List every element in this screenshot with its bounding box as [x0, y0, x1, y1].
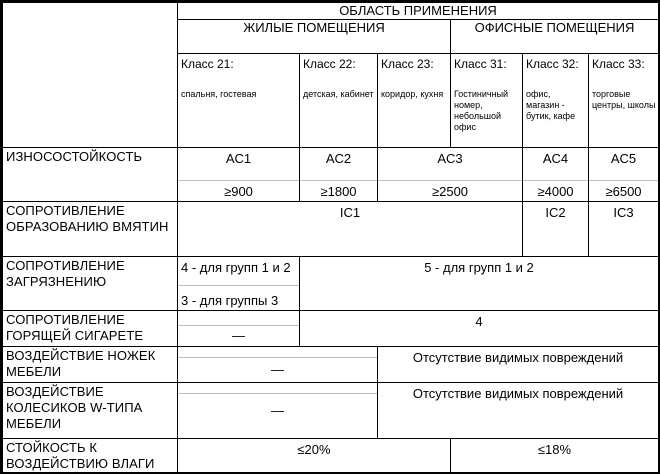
cigarette-rest: 4	[300, 311, 659, 347]
sub-divider	[178, 180, 299, 181]
stain-rest: 5 - для групп 1 и 2	[300, 257, 659, 311]
castors-low: —	[271, 403, 284, 418]
office-header	[451, 20, 659, 54]
furniture-legs-rest: Отсутствие видимых повреждений	[378, 347, 659, 383]
wear-ac3-cell	[378, 148, 523, 202]
class-31-desc: Гостиничный номер, небольшой офис	[454, 89, 509, 132]
sub-divider	[378, 180, 522, 181]
class-22-desc: детская, кабинет	[303, 89, 374, 99]
class-23-name: Класс 23:	[381, 57, 434, 71]
castors-low-cell	[178, 383, 378, 439]
corner-cell	[3, 3, 178, 148]
residential-header-text: ЖИЛЫЕ ПОМЕЩЕНИЯ	[243, 20, 385, 35]
stain-class21-top: 4 - для групп 1 и 2	[181, 260, 291, 275]
class-21-name: Класс 21:	[181, 57, 234, 71]
class-22-name: Класс 22:	[303, 57, 356, 71]
cigarette-class21: —	[232, 328, 245, 343]
wear-ac1-value: ≥900	[224, 184, 253, 199]
castors-label: ВОЗДЕЙСТВИЕ КОЛЕСИКОВ W-ТИПА МЕБЕЛИ	[3, 383, 178, 439]
cigarette-label: СОПРОТИВЛЕНИЕ ГОРЯЩЕЙ СИГАРЕТЕ	[3, 311, 178, 347]
class-21-desc: спальня, гостевая	[181, 89, 257, 99]
wear-ac1-class: AC1	[225, 151, 252, 166]
residential-header	[178, 20, 451, 54]
wear-ac3-class: AC3	[437, 151, 463, 166]
wear-ac2-class: AC2	[325, 151, 352, 166]
sub-divider	[178, 285, 299, 286]
indent-ic2: IC2	[523, 202, 589, 257]
wear-label: ИЗНОСОСТОЙКОСТЬ	[3, 148, 178, 202]
sub-divider	[523, 180, 588, 181]
scope-header	[178, 3, 659, 20]
wear-ac1-cell	[178, 148, 300, 202]
class-23-cell	[378, 54, 451, 148]
furniture-legs-label: ВОЗДЕЙСТВИЕ НОЖЕК МЕБЕЛИ	[3, 347, 178, 383]
class-22-cell	[300, 54, 378, 148]
class-33-cell	[589, 54, 659, 148]
furniture-legs-low: —	[271, 362, 284, 377]
moisture-label: СТОЙКОСТЬ К ВОЗДЕЙСТВИЮ ВЛАГИ	[3, 439, 178, 473]
moisture-residential: ≤20%	[178, 439, 451, 473]
class-33-desc: торговые центры, школы	[592, 89, 656, 110]
class-21-cell	[178, 54, 300, 148]
class-33-name: Класс 33:	[592, 57, 645, 71]
scope-header-text: ОБЛАСТЬ ПРИМЕНЕНИЯ	[339, 3, 497, 18]
sub-divider	[178, 325, 299, 326]
class-23-desc: коридор, кухня	[381, 89, 444, 99]
class-32-name: Класс 32:	[526, 57, 579, 71]
sub-divider	[589, 180, 658, 181]
indent-ic1: IC1	[178, 202, 523, 257]
moisture-office: ≤18%	[451, 439, 659, 473]
wear-ac4-cell	[523, 148, 589, 202]
furniture-legs-low-cell	[178, 347, 378, 383]
class-32-cell	[523, 54, 589, 148]
wear-ac4-value: ≥4000	[537, 184, 574, 199]
cigarette-class21-cell	[178, 311, 300, 347]
laminate-properties-table	[2, 2, 659, 473]
wear-ac3-value: ≥2500	[431, 184, 469, 199]
sub-divider	[178, 357, 377, 358]
wear-ac5-value: ≥6500	[605, 184, 642, 199]
indent-ic3: IC3	[589, 202, 659, 257]
wear-ac2-cell	[300, 148, 378, 202]
wear-ac2-value: ≥1800	[320, 184, 357, 199]
stain-class21-cell	[178, 257, 300, 311]
wear-ac4-class: AC4	[542, 151, 569, 166]
castors-rest: Отсутствие видимых повреждений	[378, 383, 659, 439]
class-31-cell	[451, 54, 523, 148]
office-header-text: ОФИСНЫЕ ПОМЕЩЕНИЯ	[474, 20, 635, 35]
class-31-name: Класс 31:	[454, 57, 507, 71]
indent-label: СОПРОТИВЛЕНИЕ ОБРАЗОВАНИЮ ВМЯТИН	[3, 202, 178, 257]
stain-class21-bottom: 3 - для группы 3	[181, 293, 279, 308]
wear-ac5-cell	[589, 148, 659, 202]
stain-label: СОПРОТИВЛЕНИЕ ЗАГРЯЗНЕНИЮ	[3, 257, 178, 311]
wear-ac5-class: AC5	[610, 151, 637, 166]
sub-divider	[178, 393, 377, 394]
class-32-desc: офис, магазин - бутик, кафе	[526, 89, 576, 121]
sub-divider	[300, 180, 377, 181]
